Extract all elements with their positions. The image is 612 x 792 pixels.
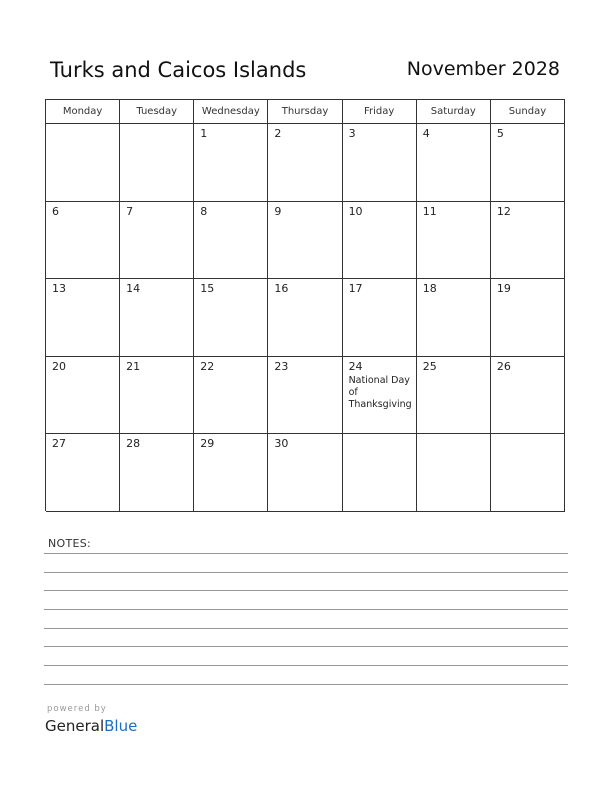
day-cell [46,279,120,357]
weekday-header: Saturday [417,100,491,124]
day-cell [491,124,565,202]
weekday-header: Thursday [268,100,342,124]
day-number: 17 [348,282,363,296]
note-line [44,665,568,666]
day-number: 21 [126,359,141,373]
day-cell [417,279,491,357]
note-line [44,646,568,647]
week-row [46,124,565,202]
note-line [44,609,568,610]
note-line [44,572,568,573]
day-number: 11 [422,204,437,218]
day-cell [343,357,417,435]
day-cell [268,202,342,280]
day-number: 20 [52,359,66,373]
day-number: 26 [496,359,511,373]
day-cell [120,124,194,202]
day-number: 15 [200,282,215,296]
day-number: 6 [52,204,59,218]
day-cell [194,357,268,435]
day-cell [194,202,268,280]
month-title: November 2028 [406,58,560,80]
day-cell [417,202,491,280]
generalblue-logo [45,704,137,736]
day-number: 12 [496,204,511,218]
day-number: 16 [274,282,289,296]
day-cell [268,357,342,435]
day-number: 23 [274,359,289,373]
day-cell [120,357,194,435]
day-cell [343,124,417,202]
brand-name [45,716,137,736]
day-number: 4 [422,127,430,140]
day-cell [46,124,120,202]
holiday-label: National Day of Thanksgiving [348,374,412,410]
weekday-header: Wednesday [194,100,268,124]
day-number: 27 [52,437,66,451]
weekday-header-row [46,100,565,124]
day-cell [268,434,342,512]
day-cell [491,202,565,280]
note-line [44,590,568,591]
day-cell [120,434,194,512]
day-number: 29 [200,437,215,451]
day-number: 24 [348,359,363,373]
note-line [44,628,568,629]
note-line [44,684,568,685]
day-number: 25 [422,359,437,373]
day-number: 3 [348,127,356,140]
week-row [46,279,565,357]
day-cell [491,357,565,435]
day-number: 10 [348,204,363,218]
day-number: 9 [274,204,282,218]
day-cell [491,434,565,512]
day-cell [46,357,120,435]
day-cell [268,124,342,202]
day-cell [268,279,342,357]
week-row [46,202,565,280]
day-cell [46,202,120,280]
day-number: 7 [126,204,134,218]
day-cell [417,357,491,435]
day-number: 13 [52,282,66,296]
weekday-header: Tuesday [120,100,194,124]
weekday-header: Friday [343,100,417,124]
note-line [44,553,568,554]
day-cell [120,202,194,280]
weekday-header: Monday [46,100,120,124]
day-number: 5 [496,127,504,140]
day-cell [491,279,565,357]
day-cell [46,434,120,512]
day-number: 28 [126,437,141,451]
day-cell [194,124,268,202]
day-number: 19 [496,282,511,296]
day-cell [343,202,417,280]
day-cell [343,279,417,357]
day-number: 8 [200,204,208,218]
day-cell [343,434,417,512]
day-number: 22 [200,359,215,373]
day-number: 18 [422,282,437,296]
brand-general: General [45,717,105,735]
page-title: Turks and Caicos Islands [50,58,307,82]
week-row [46,357,565,435]
day-number: 30 [274,437,289,451]
day-cell [120,279,194,357]
notes-label: NOTES: [48,537,92,550]
day-cell [194,434,268,512]
week-row [46,434,565,512]
day-number: 2 [274,127,282,140]
day-number: 1 [200,127,208,140]
weekday-header: Sunday [491,100,565,124]
powered-by-text: powered by [47,704,107,714]
day-cell [194,279,268,357]
day-cell [417,434,491,512]
day-number: 14 [126,282,141,296]
day-cell [417,124,491,202]
calendar-grid [45,99,565,511]
brand-blue: Blue [104,717,138,735]
